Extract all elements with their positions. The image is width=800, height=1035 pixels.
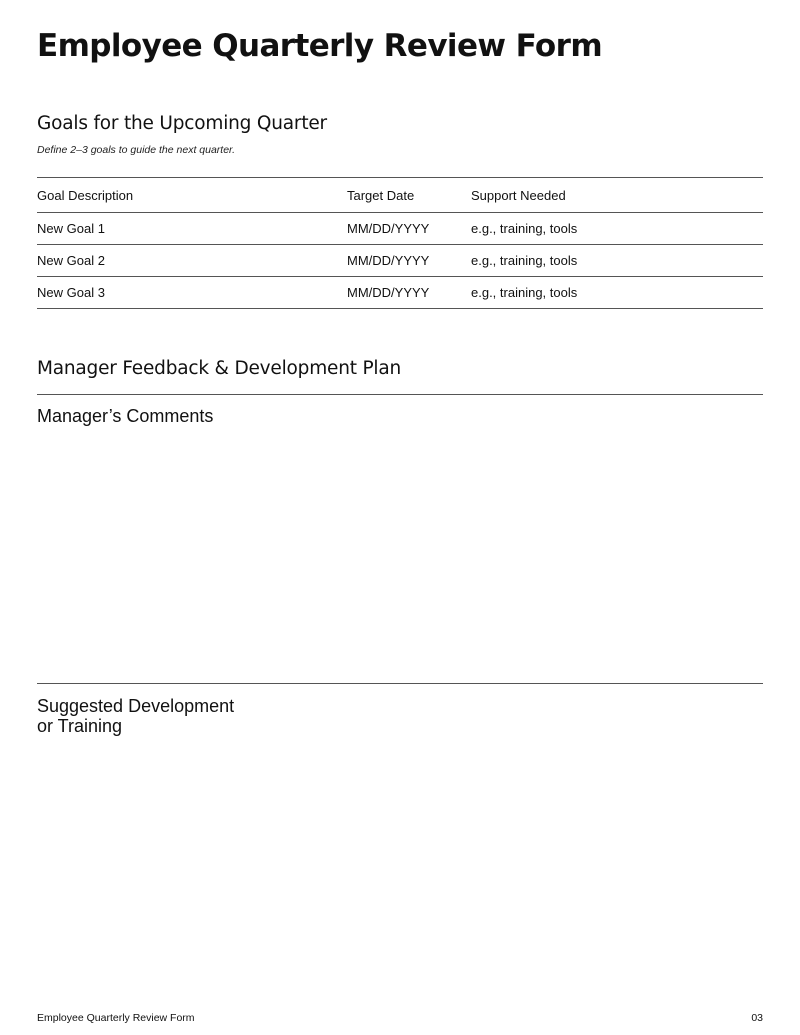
managers-comments-field[interactable] [37, 436, 763, 674]
development-field[interactable] [37, 746, 763, 996]
goal-description-cell[interactable]: New Goal 1 [37, 213, 347, 245]
target-date-cell[interactable]: MM/DD/YYYY [347, 277, 471, 309]
support-needed-cell[interactable]: e.g., training, tools [471, 213, 763, 245]
target-date-cell[interactable]: MM/DD/YYYY [347, 245, 471, 277]
column-header-target-date: Target Date [347, 178, 471, 213]
goal-row [37, 213, 763, 245]
page-title: Employee Quarterly Review Form [37, 28, 603, 64]
column-header-goal-description: Goal Description [37, 178, 347, 213]
goal-description-cell[interactable]: New Goal 2 [37, 245, 347, 277]
managers-comments-label: Manager’s Comments [37, 406, 214, 426]
goal-row [37, 277, 763, 309]
divider [37, 394, 763, 395]
support-needed-cell[interactable]: e.g., training, tools [471, 245, 763, 277]
goals-table-header-row [37, 178, 763, 213]
support-needed-cell[interactable]: e.g., training, tools [471, 277, 763, 309]
goals-table [37, 177, 763, 309]
goal-row [37, 245, 763, 277]
goal-description-cell[interactable]: New Goal 3 [37, 277, 347, 309]
goals-section-title: Goals for the Upcoming Quarter [37, 113, 327, 134]
development-label [37, 696, 297, 736]
feedback-section-title: Manager Feedback & Development Plan [37, 358, 402, 379]
development-label-line2: or Training [37, 716, 123, 736]
footer-title: Employee Quarterly Review Form [37, 1012, 195, 1024]
goals-instruction: Define 2–3 goals to guide the next quarter. [37, 144, 236, 156]
divider [37, 683, 763, 684]
development-label-line1: Suggested Development [37, 696, 235, 716]
page-number: 03 [751, 1012, 763, 1024]
column-header-support-needed: Support Needed [471, 178, 763, 213]
target-date-cell[interactable]: MM/DD/YYYY [347, 213, 471, 245]
